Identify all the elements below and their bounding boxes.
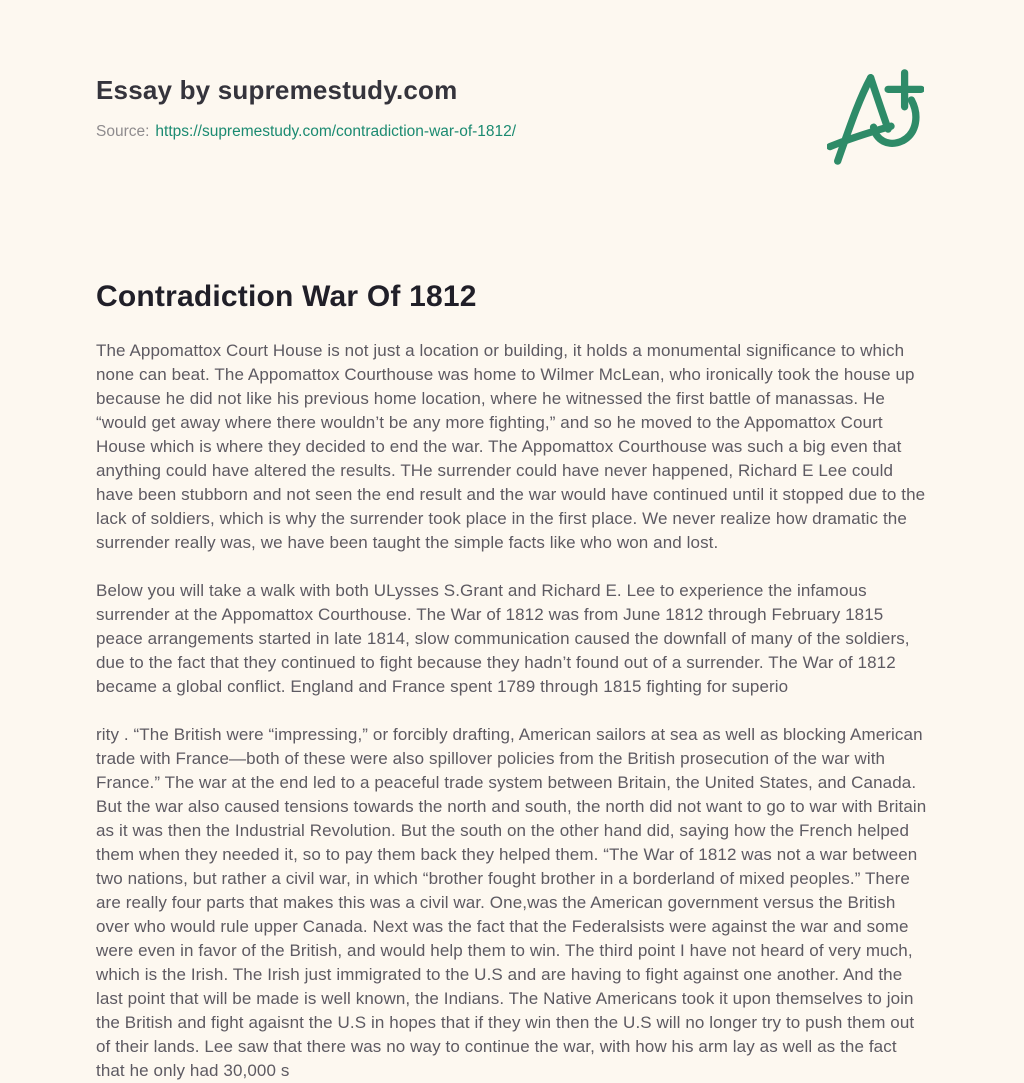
supremestudy-logo — [827, 68, 924, 165]
essay-paragraph-3: rity . “The British were “impressing,” or forcibly drafting, American sailors at sea as well as blocking American trade with France—both of these were also spillover policies from the British prosecution of the war with France.” The war at the end led to a peaceful trade system between Britain, the United States, and Canada. But the war also caused tensions towards the north and south, the north did not want to go to war with Britain as it was then the Industrial Revolution. But the south on the other hand did, saying how the French helped them when they needed it, so to pay them back they helped them. “The War of 1812 was not a war between two nations, but rather a civil war, in which “brother fought brother in a borderland of mixed peoples.” There are really four parts that makes this was a civil war. One,was the American government versus the British over who would rule upper Canada. Next was the fact that the Federalsists were against the war and some were even in favor of the British, and would help them to win. The third point I have not heard of very much, which is the Irish. The Irish just immigrated to the U.S and are having to fight against one another. And the last point that will be made is well known, the Indians. The Native Americans took it upon themselves to join the British and fight agaisnt the U.S in hopes that if they win then the U.S will no longer try to push them out of their lands. Lee saw that there was no way to continue the war, with how his arm lay as well as the fact that he only had 30,000 s — [96, 725, 927, 1080]
header-text-block — [96, 74, 516, 141]
source-line — [96, 123, 516, 141]
source-link[interactable]: https://supremestudy.com/contradiction-war-of-1812/ — [155, 123, 517, 140]
essay-body — [96, 339, 928, 1083]
page-header — [96, 0, 928, 165]
source-label: Source: — [96, 123, 150, 140]
a-plus-logo-icon — [827, 68, 924, 165]
essay-paragraph-1: The Appomattox Court House is not just a location or building, it holds a monumental significance to which none can beat. The Appomattox Courthouse was home to Wilmer McLean, who ironically took the house up because he did not like his previous home location, where he witnessed the first battle of manassas. He “would get away where there wouldn’t be any more fighting,” and so he moved to the Appomattox Court House which is where they decided to end the war. The Appomattox Courthouse was such a big even that anything could have altered the results. THe surrender could have never happened, Richard E Lee could have been stubborn and not seen the end result and the war would have continued until it stopped due to the lack of soldiers, which is why the surrender took place in the first place. We never realize how dramatic the surrender really was, we have been taught the simple facts like who won and lost. — [96, 341, 926, 552]
site-title: Essay by supremestudy.com — [96, 75, 458, 105]
essay-title: Contradiction War Of 1812 — [96, 280, 477, 313]
essay-paragraph-2: Below you will take a walk with both ULysses S.Grant and Richard E. Lee to experience the infamous surrender at the Appomattox Courthouse. The War of 1812 was from June 1812 through February 1815 peace arrangements started in late 1814, slow communication caused the downfall of many of the soldiers, due to the fact that they continued to fight because they hadn’t found out of a surrender. The War of 1812 became a global conflict. England and France spent 1789 through 1815 fighting for superio — [96, 581, 910, 696]
